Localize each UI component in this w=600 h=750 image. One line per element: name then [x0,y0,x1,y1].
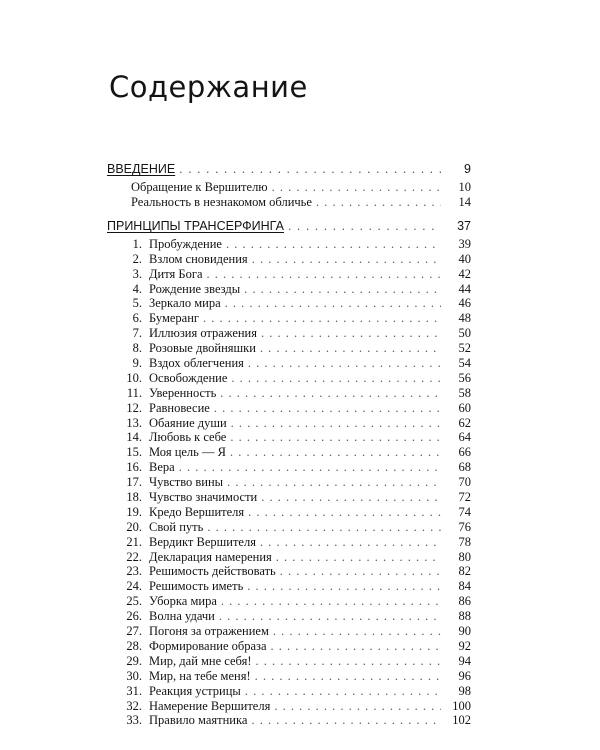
dot-leader [219,609,441,624]
dot-leader [247,579,441,594]
dot-leader [207,520,441,535]
toc-entry [107,252,471,267]
toc-entry [107,430,471,445]
page-number: 68 [458,460,471,475]
entry-number: 5. [132,296,142,311]
toc-entry [107,326,471,341]
entry-title: Рождение звезды [149,281,241,296]
entry-title: Иллюзия отражения [149,326,257,341]
page-number: 102 [452,713,471,728]
toc-entry [107,445,471,460]
page-title: Содержание [109,70,308,104]
dot-leader [271,639,441,654]
page-number: 72 [458,490,471,505]
principles-entry-list [107,237,471,728]
entry-title: Обаяние души [149,415,227,430]
page-number: 94 [458,653,471,668]
dot-leader [276,550,441,565]
entry-title: Розовые двойняшки [149,341,256,356]
entry-title: Реакция устрицы [149,683,241,698]
entry-number: 20. [126,519,142,534]
page-number: 66 [458,445,471,460]
page-number: 92 [458,638,471,653]
page-number: 70 [458,475,471,490]
entry-number: 19. [126,504,142,519]
entry-number: 22. [126,549,142,564]
entry-number: 25. [126,594,142,609]
page-number: 64 [458,430,471,445]
entry-title: Погоня за отражением [149,624,269,639]
entry-number: 24. [126,579,142,594]
toc-entry [107,490,471,505]
dot-leader [248,356,441,371]
page-number: 78 [458,534,471,549]
entry-number: 26. [126,609,142,624]
dot-leader [273,624,441,639]
toc-entry [107,371,471,386]
entry-title: Вердикт Вершителя [149,534,256,549]
toc-entry [107,654,471,669]
page-number: 80 [458,549,471,564]
dot-leader [231,371,441,386]
toc-entry [107,639,471,654]
page-number: 84 [458,579,471,594]
toc-entry [107,401,471,416]
entry-number: 2. [132,251,142,266]
dot-leader [316,195,441,210]
page-number: 76 [458,519,471,534]
toc-entry [107,386,471,401]
intro-entry-list [107,180,471,210]
entry-title: Уборка мира [149,594,217,609]
toc-entry [107,520,471,535]
page-number: 48 [458,311,471,326]
section-heading [107,162,471,177]
entry-title: Мир, дай мне себя! [149,653,252,668]
page-number: 58 [458,385,471,400]
toc-entry [107,460,471,475]
page-number: 60 [458,400,471,415]
entry-title: Кредо Вершителя [149,504,245,519]
page-number: 98 [458,683,471,698]
entry-title: Чувство значимости [149,490,258,505]
page-number: 82 [458,564,471,579]
dot-leader [179,460,441,475]
page-number: 52 [458,341,471,356]
entry-title: Зеркало мира [149,296,221,311]
entry-title: Решимость иметь [149,579,244,594]
dot-leader [203,311,441,326]
entry-number: 1. [132,236,142,251]
entry-number: 3. [132,266,142,281]
toc-entry [107,237,471,252]
entry-title: Формирование образа [149,638,267,653]
entry-number: 9. [132,356,142,371]
entry-title: Пробуждение [149,236,222,251]
toc-entry [107,475,471,490]
dot-leader [272,180,441,195]
dot-leader [256,654,441,669]
entry-number: 12. [126,400,142,415]
dot-leader [261,326,441,341]
entry-title: Вздох облегчения [149,356,244,371]
entry-number: 33. [126,713,142,728]
page-number: 90 [458,624,471,639]
entry-number: 11. [126,385,142,400]
dot-leader [214,401,441,416]
toc-entry [107,699,471,714]
entry-number: 4. [132,281,142,296]
entry-number: 28. [126,638,142,653]
dot-leader [248,505,441,520]
dot-leader [227,475,441,490]
entry-number: 13. [126,415,142,430]
toc-entry [107,341,471,356]
toc-entry [107,356,471,371]
entry-title: Уверенность [149,385,217,400]
page-number: 10 [458,179,471,194]
page-number: 62 [458,415,471,430]
toc-entry [107,564,471,579]
dot-leader [255,669,441,684]
dot-leader [230,445,441,460]
entry-number: 30. [126,668,142,683]
page-number: 37 [457,219,471,233]
page-number: 44 [458,281,471,296]
page-number: 96 [458,668,471,683]
section-heading [107,219,471,234]
entry-title: Волна удачи [149,609,215,624]
page-number: 14 [458,194,471,209]
entry-number: 29. [126,653,142,668]
toc-entry [107,296,471,311]
entry-title: Взлом сновидения [149,251,248,266]
entry-number: 32. [126,698,142,713]
entry-title: Свой путь [149,519,204,534]
dot-leader [251,713,441,728]
dot-leader [274,699,441,714]
page-number: 56 [458,370,471,385]
dot-leader [280,564,441,579]
page-number: 88 [458,609,471,624]
entry-number: 10. [126,370,142,385]
page-number: 50 [458,326,471,341]
dot-leader [231,416,441,431]
toc-entry [107,624,471,639]
dot-leader [226,237,441,252]
toc-entry [107,713,471,728]
toc-entry [107,669,471,684]
dot-leader [260,535,441,550]
page-number: 86 [458,594,471,609]
toc-entry [107,550,471,565]
entry-title: Декларация намерения [149,549,272,564]
entry-title: Намерение Вершителя [149,698,271,713]
entry-title: Реальность в незнакомом обличье [131,194,312,209]
entry-title: Моя цель — Я [149,445,226,460]
entry-number: 7. [132,326,142,341]
page-number: 100 [452,698,471,713]
dot-leader [220,386,441,401]
dot-leader [207,267,442,282]
page-number: 42 [458,266,471,281]
dot-leader [252,252,441,267]
dot-leader [179,162,441,177]
toc-entry [107,311,471,326]
entry-number: 15. [126,445,142,460]
page-number: 74 [458,504,471,519]
entry-title: Чувство вины [149,475,224,490]
page-number: 9 [464,162,471,176]
toc-entry [107,594,471,609]
dot-leader [225,296,441,311]
entry-number: 8. [132,341,142,356]
entry-number: 16. [126,460,142,475]
dot-leader [260,341,441,356]
entry-title: Обращение к Вершителю [131,179,268,194]
entry-title: Правило маятника [149,713,248,728]
entry-title: Дитя Бога [149,266,203,281]
dot-leader [244,282,441,297]
dot-leader [288,219,441,234]
section-principles [107,219,471,728]
dot-leader [261,490,441,505]
entry-number: 6. [132,311,142,326]
entry-title: Мир, на тебе меня! [149,668,251,683]
section-intro [107,162,471,210]
entry-title: Равновесие [149,400,210,415]
entry-title: Бумеранг [149,311,200,326]
toc-entry [107,505,471,520]
page-number: 39 [458,236,471,251]
entry-title: Решимость действовать [149,564,276,579]
entry-number: 31. [126,683,142,698]
page-number: 40 [458,251,471,266]
entry-title: Вера [149,460,175,475]
page-number: 54 [458,356,471,371]
entry-number: 21. [126,534,142,549]
section-heading-label: ВВЕДЕНИЕ [107,162,176,176]
entry-title: Освобождение [149,370,228,385]
entry-number: 27. [126,624,142,639]
entry-number: 23. [126,564,142,579]
entry-title: Любовь к себе [149,430,227,445]
entry-number: 17. [126,475,142,490]
toc-entry [107,416,471,431]
toc-entry [107,267,471,282]
entry-number: 14. [126,430,142,445]
toc-entry [107,180,471,195]
entry-number: 18. [126,490,142,505]
toc-entry [107,535,471,550]
page-number: 46 [458,296,471,311]
dot-leader [230,430,441,445]
section-heading-label: ПРИНЦИПЫ ТРАНСЕРФИНГА [107,219,284,233]
toc-entry [107,684,471,699]
toc-entry [107,195,471,210]
toc-entry [107,579,471,594]
dot-leader [221,594,441,609]
dot-leader [245,684,441,699]
toc-entry [107,282,471,297]
toc-entry [107,609,471,624]
